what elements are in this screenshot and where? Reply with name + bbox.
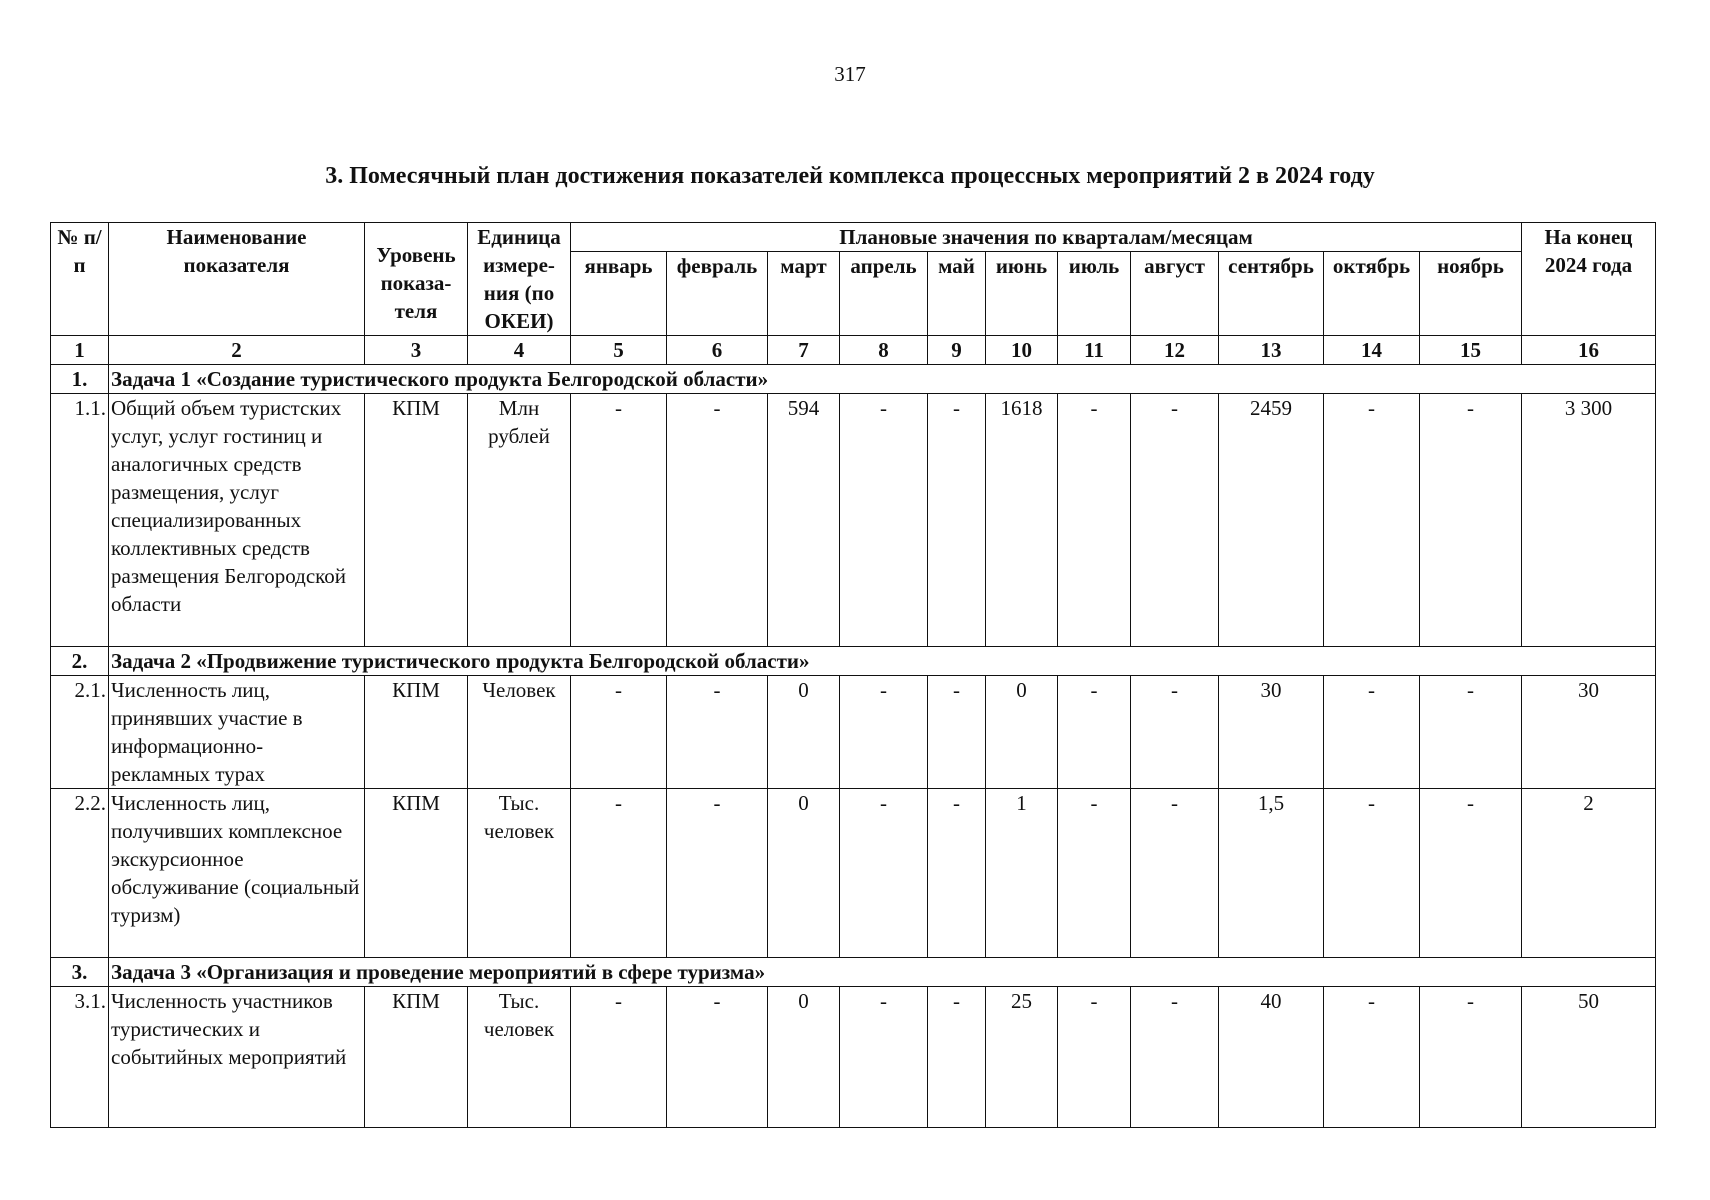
column-number: 4	[468, 336, 571, 365]
indicator-unit: Млн рублей	[468, 394, 571, 647]
monthly-plan-table	[50, 222, 1656, 1128]
task-title: Задача 2 «Продвижение туристического продукта Белгородской области»	[109, 647, 1656, 676]
end-of-year-value: 3 300	[1522, 394, 1656, 647]
month-value: -	[1131, 987, 1219, 1128]
column-number: 2	[109, 336, 365, 365]
row-number: 2.1.	[51, 676, 109, 789]
task-row	[51, 958, 1656, 987]
month-value: -	[928, 987, 986, 1128]
month-value: -	[928, 676, 986, 789]
column-number: 1	[51, 336, 109, 365]
month-value: 40	[1219, 987, 1324, 1128]
header-end-of-year: На конец 2024 года	[1522, 223, 1656, 336]
column-number: 13	[1219, 336, 1324, 365]
end-of-year-value: 2	[1522, 789, 1656, 958]
header-name: Наименование показателя	[109, 223, 365, 336]
task-number: 3.	[51, 958, 109, 987]
indicator-level: КПМ	[365, 676, 468, 789]
header-month-feb: февраль	[667, 252, 768, 336]
month-value: -	[1058, 676, 1131, 789]
indicator-unit: Тыс. человек	[468, 789, 571, 958]
column-number: 12	[1131, 336, 1219, 365]
column-number: 7	[768, 336, 840, 365]
month-value: -	[1420, 676, 1522, 789]
month-value: -	[1324, 789, 1420, 958]
header-month-oct: октябрь	[1324, 252, 1420, 336]
indicator-unit: Тыс. человек	[468, 987, 571, 1128]
month-value: -	[1420, 987, 1522, 1128]
header-month-aug: август	[1131, 252, 1219, 336]
indicator-name: Численность лиц, получивших комплексное экскурсионное обслуживание (социальный туризм)	[109, 789, 365, 958]
indicator-level: КПМ	[365, 987, 468, 1128]
month-value: -	[1420, 394, 1522, 647]
header-num: № п/п	[51, 223, 109, 336]
month-value: 1	[986, 789, 1058, 958]
month-value: -	[667, 394, 768, 647]
month-value: 25	[986, 987, 1058, 1128]
column-number: 6	[667, 336, 768, 365]
page-number: 317	[834, 62, 866, 86]
column-number: 10	[986, 336, 1058, 365]
month-value: -	[840, 987, 928, 1128]
header-month-jul: июль	[1058, 252, 1131, 336]
header-month-nov: ноябрь	[1420, 252, 1522, 336]
month-value: -	[1131, 394, 1219, 647]
table-row	[51, 789, 1656, 958]
task-title: Задача 1 «Создание туристического продукта Белгородской области»	[109, 365, 1656, 394]
month-value: -	[1058, 987, 1131, 1128]
month-value: -	[1058, 394, 1131, 647]
indicator-unit: Человек	[468, 676, 571, 789]
header-month-jun: июнь	[986, 252, 1058, 336]
row-number: 1.1.	[51, 394, 109, 647]
column-number: 11	[1058, 336, 1131, 365]
header-plan-group: Плановые значения по кварталам/месяцам	[571, 223, 1522, 252]
header-month-jan: январь	[571, 252, 667, 336]
month-value: -	[571, 394, 667, 647]
month-value: 30	[1219, 676, 1324, 789]
header-month-sep: сентябрь	[1219, 252, 1324, 336]
task-row	[51, 647, 1656, 676]
end-of-year-value: 50	[1522, 987, 1656, 1128]
header-month-apr: апрель	[840, 252, 928, 336]
month-value: 1618	[986, 394, 1058, 647]
month-value: -	[840, 789, 928, 958]
month-value: -	[1324, 987, 1420, 1128]
month-value: -	[928, 789, 986, 958]
document-title: 3. Помесячный план достижения показателей комплекса процессных мероприятий 2 в 2024 году	[325, 163, 1375, 189]
month-value: -	[1324, 394, 1420, 647]
month-value: 0	[768, 676, 840, 789]
indicator-level: КПМ	[365, 394, 468, 647]
month-value: 0	[768, 789, 840, 958]
table-row	[51, 676, 1656, 789]
month-value: -	[1420, 789, 1522, 958]
header-unit: Единица измере-ния (по ОКЕИ)	[468, 223, 571, 336]
month-value: -	[571, 676, 667, 789]
column-number: 5	[571, 336, 667, 365]
column-number: 8	[840, 336, 928, 365]
column-number: 15	[1420, 336, 1522, 365]
header-month-mar: март	[768, 252, 840, 336]
month-value: -	[1131, 676, 1219, 789]
row-number: 3.1.	[51, 987, 109, 1128]
table-row	[51, 987, 1656, 1128]
month-value: -	[840, 394, 928, 647]
month-value: -	[1324, 676, 1420, 789]
month-value: -	[840, 676, 928, 789]
month-value: -	[571, 789, 667, 958]
indicator-level: КПМ	[365, 789, 468, 958]
row-number: 2.2.	[51, 789, 109, 958]
task-row	[51, 365, 1656, 394]
month-value: -	[571, 987, 667, 1128]
indicator-name: Общий объем туристских услуг, услуг гостиниц и аналогичных средств размещения, услуг специализированных коллективных средств размещения Белгородской области	[109, 394, 365, 647]
month-value: -	[928, 394, 986, 647]
end-of-year-value: 30	[1522, 676, 1656, 789]
month-value: 594	[768, 394, 840, 647]
month-value: 0	[768, 987, 840, 1128]
column-number-row	[51, 336, 1656, 365]
indicator-name: Численность участников туристических и событийных мероприятий	[109, 987, 365, 1128]
month-value: 1,5	[1219, 789, 1324, 958]
task-number: 2.	[51, 647, 109, 676]
column-number: 9	[928, 336, 986, 365]
month-value: -	[667, 789, 768, 958]
task-number: 1.	[51, 365, 109, 394]
month-value: -	[1058, 789, 1131, 958]
month-value: -	[1131, 789, 1219, 958]
task-title: Задача 3 «Организация и проведение мероприятий в сфере туризма»	[109, 958, 1656, 987]
header-month-may: май	[928, 252, 986, 336]
month-value: -	[667, 987, 768, 1128]
column-number: 14	[1324, 336, 1420, 365]
indicator-name: Численность лиц, принявших участие в информационно-рекламных турах	[109, 676, 365, 789]
table-row	[51, 394, 1656, 647]
month-value: -	[667, 676, 768, 789]
column-number: 16	[1522, 336, 1656, 365]
header-level: Уровень показа-теля	[365, 223, 468, 336]
month-value: 0	[986, 676, 1058, 789]
month-value: 2459	[1219, 394, 1324, 647]
column-number: 3	[365, 336, 468, 365]
